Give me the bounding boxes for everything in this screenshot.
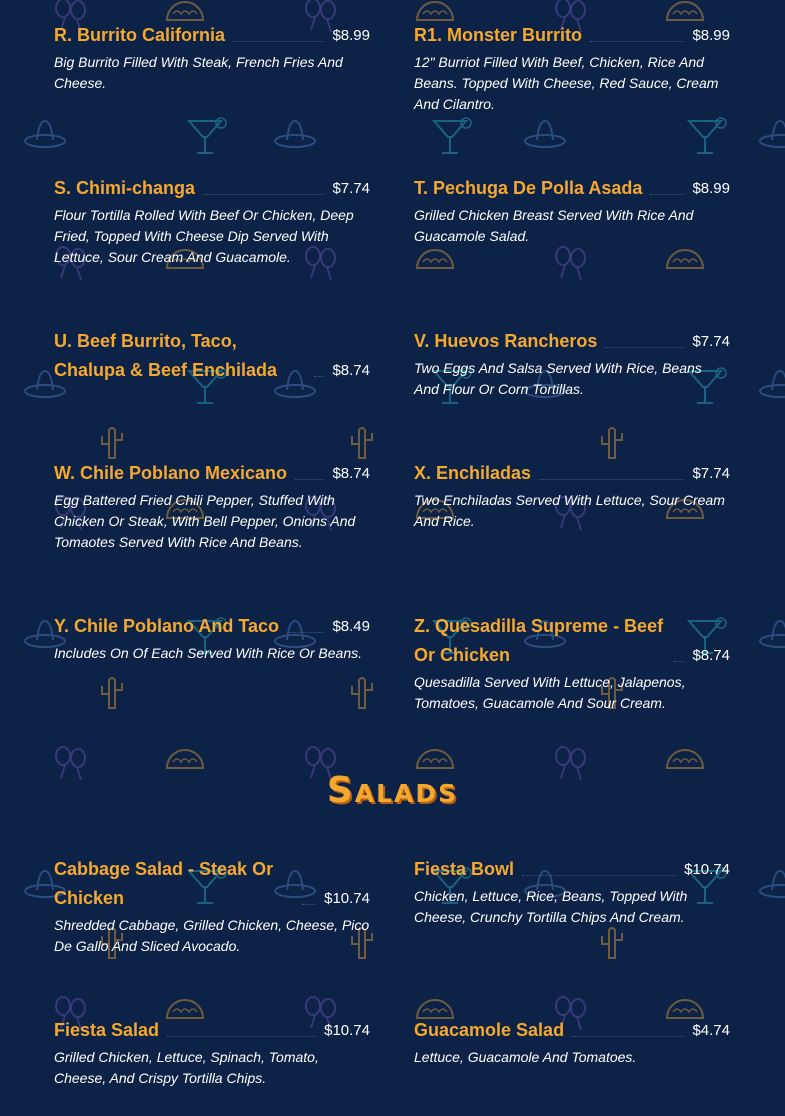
- dotted-leader: [539, 479, 684, 480]
- item-price: $7.74: [332, 180, 370, 197]
- menu-item-beef-combo: [54, 327, 370, 385]
- sombrero-icon: [25, 121, 65, 147]
- sombrero-icon: [760, 121, 785, 147]
- sombrero-icon: [760, 871, 785, 897]
- item-price: $8.74: [692, 647, 730, 664]
- item-price: $4.74: [692, 1022, 730, 1039]
- menu-item-cabbage-salad: [54, 855, 370, 957]
- item-description: Two Eggs And Salsa Served With Rice, Beans And Flour Or Corn Tortillas.: [414, 360, 702, 397]
- item-description: Quesadilla Served With Lettuce, Jalapenos, Tomatoes, Guacamole And Sour Cream.: [414, 674, 686, 711]
- item-price: $7.74: [692, 333, 730, 350]
- menu-item-chimichanga: [54, 174, 370, 268]
- menu-item-guacamole-salad: [414, 1016, 730, 1068]
- menu-item-huevos-rancheros: [414, 327, 730, 400]
- sombrero-icon: [760, 371, 785, 397]
- item-name: W. Chile Poblano Mexicano: [54, 463, 288, 483]
- item-description: Egg Battered Fried Chili Pepper, Stuffed With Chicken Or Steak, With Bell Pepper, Onions And Tomaotes Served With Rice And Beans.: [54, 492, 356, 550]
- menu-item-burrito-california: [54, 21, 370, 94]
- taco-icon: [417, 750, 453, 768]
- item-description: Lettuce, Guacamole And Tomatoes.: [414, 1049, 637, 1065]
- item-name: X. Enchiladas: [414, 463, 532, 483]
- dotted-leader: [287, 632, 324, 633]
- item-description: Big Burrito Filled With Steak, French Fries And Cheese.: [54, 54, 343, 91]
- taco-icon: [667, 250, 703, 268]
- margarita-icon: [189, 118, 226, 153]
- dotted-leader: [314, 376, 324, 377]
- item-price: $8.99: [692, 180, 730, 197]
- cactus-icon: [352, 428, 372, 458]
- taco-icon: [167, 750, 203, 768]
- taco-icon: [167, 2, 203, 20]
- dotted-leader: [572, 1036, 684, 1037]
- item-price: $8.99: [332, 27, 370, 44]
- item-price: $8.99: [692, 27, 730, 44]
- dotted-leader: [203, 194, 324, 195]
- menu-item-enchiladas: [414, 459, 730, 532]
- menu-item-chile-poblano-taco: [54, 612, 370, 664]
- margarita-icon: [434, 118, 471, 153]
- dotted-leader: [167, 1036, 316, 1037]
- item-price: $10.74: [684, 861, 730, 878]
- item-name: V. Huevos Rancheros: [414, 331, 598, 351]
- item-name: R. Burrito California: [54, 25, 226, 45]
- item-name: T. Pechuga De Polla Asada: [414, 178, 643, 198]
- dotted-leader: [522, 875, 676, 876]
- item-description: Grilled Chicken, Lettuce, Spinach, Tomato, Cheese, And Crispy Tortilla Chips.: [54, 1049, 319, 1086]
- menu-item-pechuga-asada: [414, 174, 730, 247]
- sombrero-icon: [525, 121, 565, 147]
- sombrero-icon: [275, 121, 315, 147]
- dotted-leader: [233, 41, 324, 42]
- taco-icon: [667, 2, 703, 20]
- item-description: Includes On Of Each Served With Rice Or Beans.: [54, 645, 363, 661]
- dotted-leader: [302, 904, 316, 905]
- item-price: $8.74: [332, 362, 370, 379]
- cactus-icon: [352, 678, 372, 708]
- dotted-leader: [590, 41, 684, 42]
- menu-item-fiesta-salad: [54, 1016, 370, 1089]
- menu-item-chile-poblano-mexicano: [54, 459, 370, 553]
- item-price: $8.49: [332, 618, 370, 635]
- item-description: 12" Burriot Filled With Beef, Chicken, Rice And Beans. Topped With Cheese, Red Sauce, Cream And Cilantro.: [414, 54, 719, 112]
- dotted-leader: [650, 194, 684, 195]
- item-description: Chicken, Lettuce, Rice, Beans, Topped With Cheese, Crunchy Tortilla Chips And Cream.: [414, 888, 688, 925]
- item-description: Two Enchiladas Served With Lettuce, Sour Cream And Rice.: [414, 492, 725, 529]
- item-price: $10.74: [324, 1022, 370, 1039]
- taco-icon: [417, 2, 453, 20]
- cactus-icon: [602, 428, 622, 458]
- item-description: Grilled Chicken Breast Served With Rice And Guacamole Salad.: [414, 207, 694, 244]
- maracas-icon: [556, 247, 585, 280]
- taco-icon: [417, 250, 453, 268]
- cactus-icon: [102, 678, 122, 708]
- item-name: U. Beef Burrito, Taco, Chalupa & Beef Enchilada: [54, 331, 278, 380]
- menu-item-fiesta-bowl: [414, 855, 730, 928]
- menu-item-quesadilla-supreme: [414, 612, 730, 714]
- margarita-icon: [689, 118, 726, 153]
- item-name: Cabbage Salad - Steak Or Chicken: [54, 859, 274, 908]
- item-name: Fiesta Bowl: [414, 859, 515, 879]
- item-name: Fiesta Salad: [54, 1020, 160, 1040]
- cactus-icon: [102, 428, 122, 458]
- sombrero-icon: [760, 621, 785, 647]
- item-name: Y. Chile Poblano And Taco: [54, 616, 280, 636]
- dotted-leader: [605, 347, 684, 348]
- item-price: $10.74: [324, 890, 370, 907]
- cactus-icon: [602, 928, 622, 958]
- item-name: Z. Quesadilla Supreme - Beef Or Chicken: [414, 616, 664, 665]
- menu-item-monster-burrito: [414, 21, 730, 115]
- dotted-leader: [295, 479, 324, 480]
- dotted-leader: [674, 661, 684, 662]
- item-name: R1. Monster Burrito: [414, 25, 583, 45]
- item-name: Guacamole Salad: [414, 1020, 565, 1040]
- section-title-salads: Salads: [326, 770, 459, 811]
- item-description: Flour Tortilla Rolled With Beef Or Chicken, Deep Fried, Topped With Cheese Dip Served With Lettuce, Sour Cream And Guacamole.: [54, 207, 354, 265]
- taco-icon: [667, 750, 703, 768]
- item-price: $8.74: [332, 465, 370, 482]
- item-price: $7.74: [692, 465, 730, 482]
- item-name: S. Chimi-changa: [54, 178, 196, 198]
- item-description: Shredded Cabbage, Grilled Chicken, Cheese, Pico De Gallo And Sliced Avocado.: [54, 917, 370, 954]
